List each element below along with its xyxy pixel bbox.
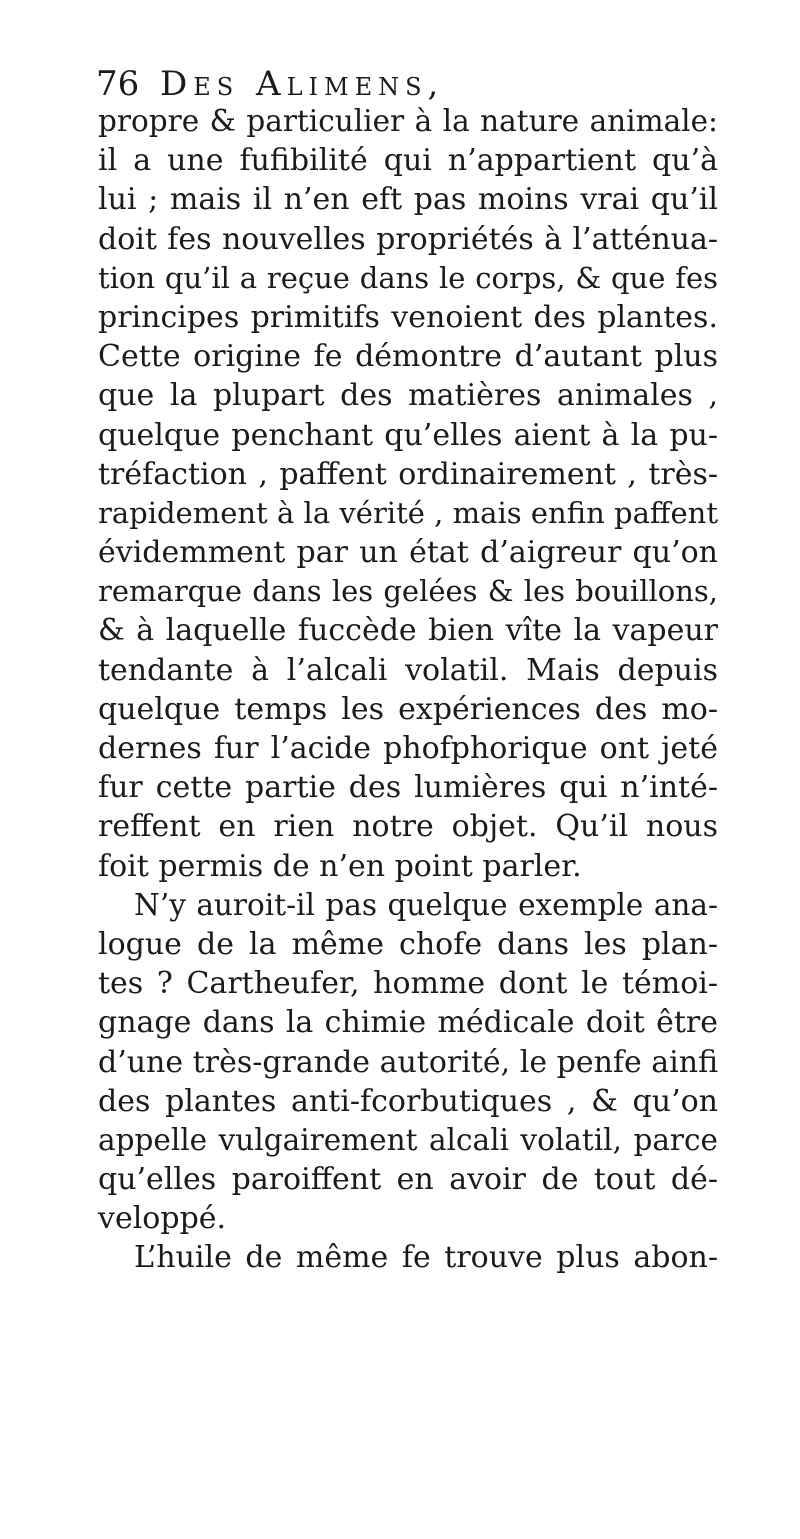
text-line: qu’elles paroiffent en avoir de tout dé-: [98, 1162, 718, 1198]
text-line: tion qu’il a reçue dans le corps, & que fes: [98, 260, 718, 295]
text-line: doit fes nouvelles propriétés à l’atténua-: [98, 221, 718, 257]
text-line: appelle vulgairement alcali volatil, parce: [98, 1122, 718, 1157]
text-line: tendante à l’alcali volatil. Mais depuis: [98, 652, 718, 688]
text-line: quelque temps les expériences des mo-: [98, 691, 718, 727]
text-line: L’huile de même fe trouve plus abon-: [134, 1240, 718, 1276]
text-line: tréfaction , paffent ordinairement , très-: [98, 456, 718, 492]
page-header: [96, 62, 716, 106]
text-line: que la plupart des matières animales ,: [98, 378, 718, 414]
text-line: dernes fur l’acide phofphorique ont jeté: [98, 731, 718, 766]
text-line: & à laquelle fuccède bien vîte la vapeur: [98, 613, 718, 649]
text-line: lui ; mais il n’en eft pas moins vrai qu’il: [98, 182, 718, 218]
text-line: d’une très-grande autorité, le penfe ainfi: [98, 1044, 719, 1080]
running-title: Des Alimens,: [160, 64, 445, 104]
text-line: Cette origine fe démontre d’autant plus: [98, 339, 718, 375]
text-line: quelque penchant qu’elles aient à la pu-: [98, 417, 718, 453]
text-line: principes primitifs venoient des plantes.: [98, 299, 718, 335]
text-line: tes ? Cartheufer, homme dont le témoi-: [98, 966, 718, 1002]
text-line: reffent en rien notre objet. Qu’il nous: [98, 809, 718, 845]
page-number: 76: [96, 64, 140, 104]
text-line: des plantes anti-fcorbutiques , & qu’on: [98, 1083, 718, 1119]
text-line: évidemment par un état d’aigreur qu’on: [98, 535, 718, 571]
text-line: rapidement à la vérité , mais enfin paffent: [98, 495, 718, 530]
text-line: gnage dans la chimie médicale doit être: [98, 1005, 718, 1041]
text-line: il a une fufibilité qui n’appartient qu’à: [98, 143, 718, 179]
text-line: fur cette partie des lumières qui n’inté-: [98, 770, 718, 806]
text-line: logue de la même chofe dans les plan-: [98, 926, 718, 962]
body-text: [98, 102, 718, 1278]
text-line: foit permis de n’en point parler.: [98, 848, 582, 884]
text-line: N’y auroit-il pas quelque exemple ana-: [134, 887, 718, 922]
text-line: propre & particulier à la nature animale:: [98, 104, 718, 138]
text-line: veloppé.: [98, 1201, 227, 1237]
text-line: remarque dans les gelées & les bouillons,: [98, 574, 718, 609]
